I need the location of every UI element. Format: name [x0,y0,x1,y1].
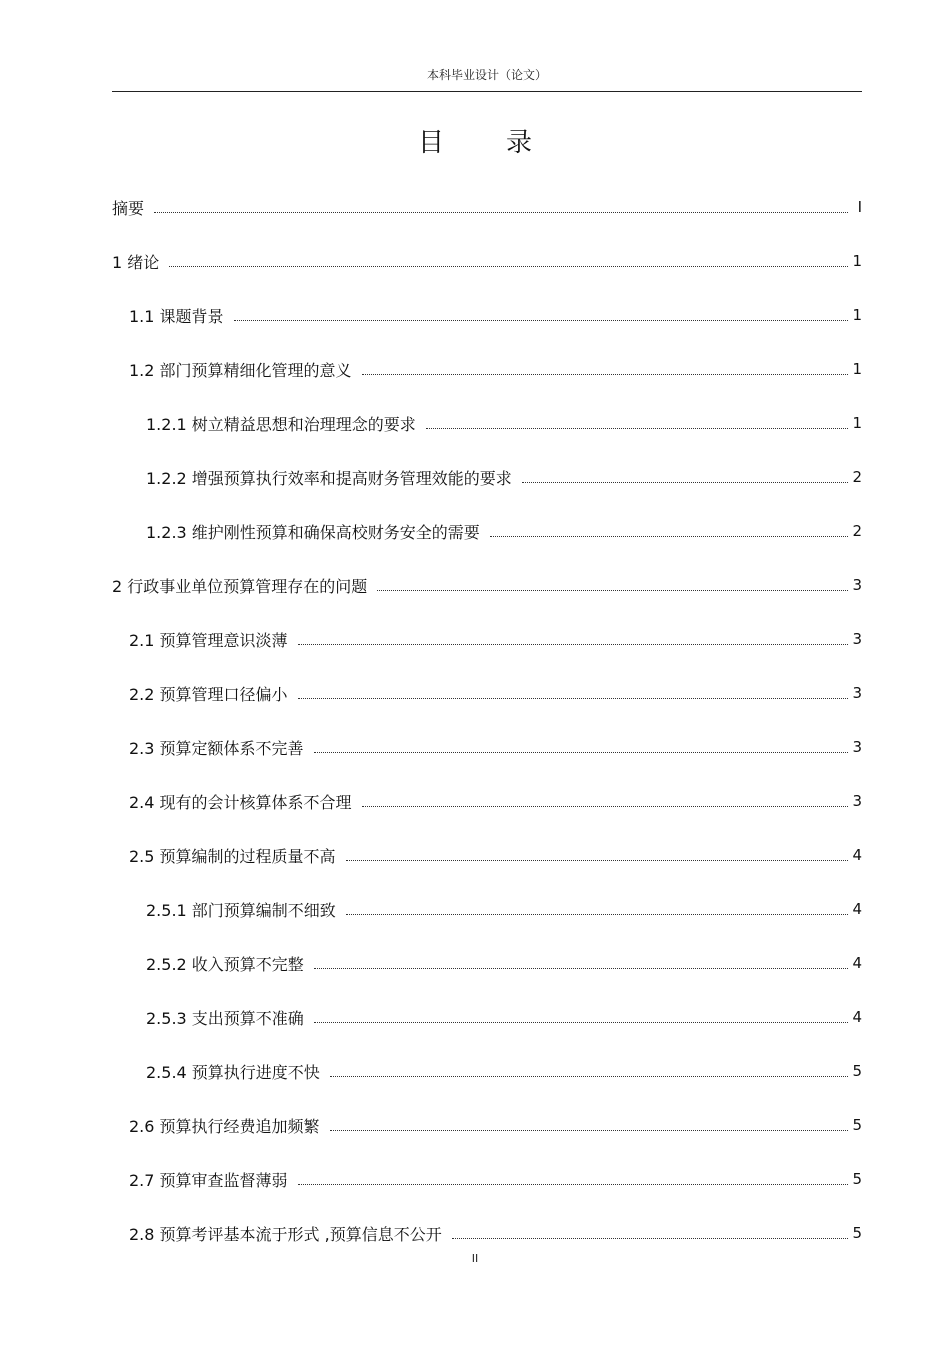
toc-entry-label: 2.5.3 支出预算不准确 [146,1008,304,1028]
toc-leader-dots [169,266,848,267]
toc-entry-page: 4 [852,954,862,972]
toc-entry-page: 1 [852,252,862,270]
toc-list [112,180,862,1260]
toc-entry[interactable] [112,1044,862,1098]
toc-entry-label: 2.3 预算定额体系不完善 [129,738,304,758]
toc-leader-dots [330,1076,848,1077]
header-rule [112,91,862,92]
toc-entry[interactable] [112,720,862,774]
toc-leader-dots [346,860,848,861]
toc-entry-label: 1.2.3 维护刚性预算和确保高校财务安全的需要 [146,522,480,542]
toc-entry-label: 2.1 预算管理意识淡薄 [129,630,288,650]
toc-entry-label: 1 绪论 [112,252,160,272]
toc-entry-page: 4 [852,846,862,864]
toc-entry[interactable] [112,990,862,1044]
toc-entry-page: 3 [852,738,862,756]
toc-entry-label: 2.5 预算编制的过程质量不高 [129,846,336,866]
toc-entry-page: 2 [852,522,862,540]
page-number: II [471,1252,479,1265]
toc-entry[interactable] [112,828,862,882]
toc-entry[interactable] [112,342,862,396]
toc-entry-label: 1.2.1 树立精益思想和治理理念的要求 [146,414,416,434]
toc-entry[interactable] [112,180,862,234]
toc-entry[interactable] [112,450,862,504]
toc-leader-dots [314,968,848,969]
toc-leader-dots [298,698,848,699]
toc-leader-dots [346,914,848,915]
toc-entry-page: 3 [852,576,862,594]
toc-leader-dots [298,644,848,645]
toc-leader-dots [377,590,848,591]
toc-entry-page: 1 [852,414,862,432]
toc-entry[interactable] [112,936,862,990]
page-header: 本科毕业设计（论文） [426,68,547,82]
toc-entry-page: I [857,198,862,216]
toc-entry-label: 2.5.1 部门预算编制不细致 [146,900,336,920]
toc-leader-dots [522,482,848,483]
toc-leader-dots [362,806,848,807]
toc-entry-label: 摘要 [112,198,145,218]
toc-entry-page: 3 [852,630,862,648]
toc-leader-dots [298,1184,848,1185]
toc-entry[interactable] [112,1098,862,1152]
toc-leader-dots [314,752,848,753]
toc-entry-label: 1.2 部门预算精细化管理的意义 [129,360,352,380]
toc-entry-page: 3 [852,792,862,810]
toc-entry[interactable] [112,882,862,936]
toc-entry-label: 2.4 现有的会计核算体系不合理 [129,792,352,812]
toc-entry-label: 2 行政事业单位预算管理存在的问题 [112,576,368,596]
toc-entry-page: 1 [852,306,862,324]
toc-entry-page: 5 [852,1062,862,1080]
toc-entry-page: 4 [852,1008,862,1026]
toc-entry[interactable] [112,396,862,450]
toc-entry-page: 5 [852,1224,862,1242]
toc-entry-label: 2.5.4 预算执行进度不快 [146,1062,320,1082]
toc-leader-dots [234,320,848,321]
toc-entry-label: 2.8 预算考评基本流于形式 ,预算信息不公开 [129,1224,442,1244]
toc-entry-page: 3 [852,684,862,702]
toc-leader-dots [154,212,848,213]
toc-leader-dots [330,1130,848,1131]
toc-entry-page: 4 [852,900,862,918]
toc-entry-page: 2 [852,468,862,486]
toc-entry-label: 2.6 预算执行经费追加频繁 [129,1116,320,1136]
toc-title: 目录 [417,128,594,158]
toc-entry[interactable] [112,666,862,720]
toc-entry-label: 2.7 预算审查监督薄弱 [129,1170,288,1190]
toc-entry-page: 5 [852,1170,862,1188]
toc-leader-dots [314,1022,848,1023]
toc-entry-label: 2.2 预算管理口径偏小 [129,684,288,704]
toc-entry[interactable] [112,774,862,828]
toc-entry-label: 2.5.2 收入预算不完整 [146,954,304,974]
toc-leader-dots [490,536,848,537]
toc-entry-page: 1 [852,360,862,378]
toc-entry-label: 1.2.2 增强预算执行效率和提高财务管理效能的要求 [146,468,512,488]
toc-entry-label: 1.1 课题背景 [129,306,224,326]
toc-entry-page: 5 [852,1116,862,1134]
toc-entry[interactable] [112,504,862,558]
toc-entry[interactable] [112,288,862,342]
toc-entry[interactable] [112,1152,862,1206]
toc-leader-dots [452,1238,848,1239]
toc-leader-dots [426,428,848,429]
toc-leader-dots [362,374,848,375]
toc-entry[interactable] [112,234,862,288]
toc-entry[interactable] [112,558,862,612]
toc-entry[interactable] [112,612,862,666]
